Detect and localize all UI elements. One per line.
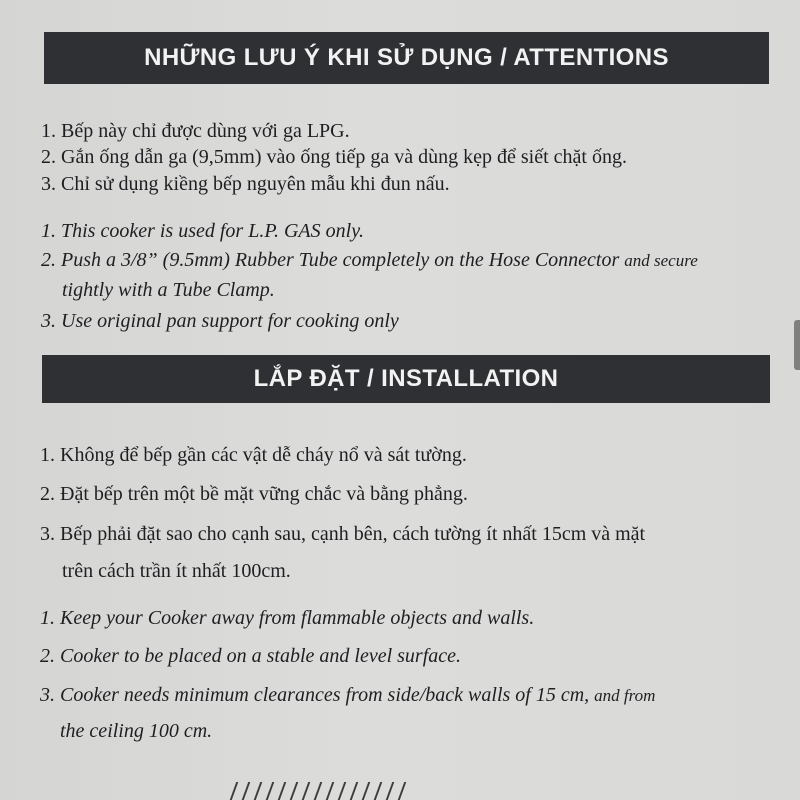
installation-vn-item-2: 2. Đặt bếp trên một bề mặt vững chắc và bằng phẳng.: [40, 483, 468, 505]
attention-en-item-3: 3. Use original pan support for cooking only: [41, 310, 399, 332]
hatch-mark: [338, 782, 347, 800]
hatch-mark: [314, 782, 323, 800]
installation-en-item-3-main: 3. Cooker needs minimum clearances from side/back walls of 15 cm,: [40, 684, 590, 706]
hatch-mark: [290, 782, 299, 800]
bottom-hatch-border: [225, 782, 800, 800]
hatch-mark: [362, 782, 371, 800]
attention-en-item-1: 1. This cooker is used for L.P. GAS only.: [41, 220, 364, 242]
installation-vn-item-3-continued: trên cách trần ít nhất 100cm.: [62, 560, 291, 582]
attention-en-item-2: [41, 250, 698, 270]
hatch-mark: [386, 782, 395, 800]
installation-en-item-3: [40, 685, 655, 705]
attention-vn-item-1: 1. Bếp này chỉ được dùng với ga LPG.: [41, 120, 350, 142]
hatch-mark: [350, 782, 359, 800]
hatch-mark: [374, 782, 383, 800]
hatch-mark: [254, 782, 263, 800]
installation-en-item-1: 1. Keep your Cooker away from flammable objects and walls.: [40, 607, 535, 629]
hatch-mark: [398, 782, 407, 800]
attention-vn-item-3: 3. Chỉ sử dụng kiềng bếp nguyên mẫu khi đun nấu.: [41, 173, 450, 195]
attention-en-item-2-continued: tightly with a Tube Clamp.: [62, 279, 275, 301]
attentions-heading: [44, 32, 769, 84]
hatch-mark: [278, 782, 287, 800]
hatch-mark: [326, 782, 335, 800]
attention-en-item-2-main: 2. Push a 3/8” (9.5mm) Rubber Tube completely on the Hose Connector: [41, 249, 620, 271]
page-edge-shadow: [794, 320, 800, 370]
hatch-mark: [266, 782, 275, 800]
attention-en-item-2-tail: and secure: [624, 251, 698, 270]
attentions-heading-text: NHỮNG LƯU Ý KHI SỬ DỤNG / ATTENTIONS: [144, 44, 669, 71]
hatch-mark: [230, 782, 239, 800]
installation-vn-item-1: 1. Không để bếp gần các vật dễ cháy nổ và sát tường.: [40, 444, 467, 466]
installation-vn-item-3: 3. Bếp phải đặt sao cho cạnh sau, cạnh bên, cách tường ít nhất 15cm và mặt: [40, 523, 646, 545]
installation-en-item-3-tail: and from: [594, 686, 656, 705]
hatch-mark: [302, 782, 311, 800]
installation-heading-text: LẮP ĐẶT / INSTALLATION: [253, 365, 559, 392]
installation-en-item-3-continued: the ceiling 100 cm.: [60, 720, 213, 742]
attention-vn-item-2: 2. Gắn ống dẫn ga (9,5mm) vào ống tiếp ga và dùng kẹp để siết chặt ống.: [41, 146, 627, 168]
installation-heading: [42, 355, 770, 403]
hatch-mark: [242, 782, 251, 800]
installation-en-item-2: 2. Cooker to be placed on a stable and level surface.: [40, 645, 462, 667]
